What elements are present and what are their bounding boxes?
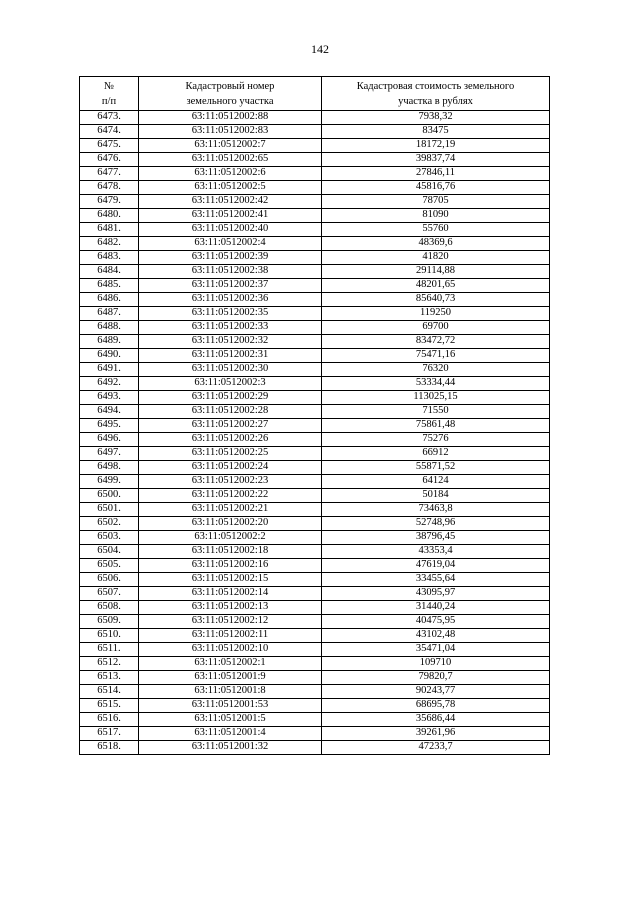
header-number-line2: п/п (101, 95, 117, 107)
table-row (80, 545, 550, 559)
table-row (80, 321, 550, 335)
cadastral-number-cell: 63:11:0512002:29 (139, 391, 322, 405)
table-row (80, 741, 550, 755)
cadastral-value-cell: 53334,44 (322, 377, 550, 391)
cadastral-number-cell: 63:11:0512002:16 (139, 559, 322, 573)
cadastral-number-cell: 63:11:0512002:35 (139, 307, 322, 321)
row-number-cell: 6479. (80, 195, 139, 209)
row-number-cell: 6512. (80, 657, 139, 671)
row-number-cell: 6481. (80, 223, 139, 237)
table-row (80, 405, 550, 419)
cadastral-value-cell: 27846,11 (322, 167, 550, 181)
cadastral-value-cell: 90243,77 (322, 685, 550, 699)
cadastral-number-cell: 63:11:0512002:7 (139, 139, 322, 153)
cadastral-number-cell: 63:11:0512002:3 (139, 377, 322, 391)
cadastral-number-cell: 63:11:0512002:30 (139, 363, 322, 377)
row-number-cell: 6511. (80, 643, 139, 657)
cadastral-value-cell: 85640,73 (322, 293, 550, 307)
cadastral-number-cell: 63:11:0512002:20 (139, 517, 322, 531)
row-number-cell: 6485. (80, 279, 139, 293)
cadastral-number-cell: 63:11:0512002:5 (139, 181, 322, 195)
table-row (80, 657, 550, 671)
table-row (80, 503, 550, 517)
table-row (80, 363, 550, 377)
row-number-cell: 6488. (80, 321, 139, 335)
row-number-cell: 6505. (80, 559, 139, 573)
row-number-cell: 6477. (80, 167, 139, 181)
cadastral-number-cell: 63:11:0512002:31 (139, 349, 322, 363)
row-number-cell: 6482. (80, 237, 139, 251)
cadastral-number-cell: 63:11:0512001:53 (139, 699, 322, 713)
cadastral-value-cell: 52748,96 (322, 517, 550, 531)
table-body (80, 111, 550, 755)
cadastral-value-cell: 55760 (322, 223, 550, 237)
table-row (80, 153, 550, 167)
table-row (80, 279, 550, 293)
table-row (80, 489, 550, 503)
cadastral-number-cell: 63:11:0512002:24 (139, 461, 322, 475)
cadastral-number-cell: 63:11:0512002:37 (139, 279, 322, 293)
cadastral-number-cell: 63:11:0512002:36 (139, 293, 322, 307)
cadastral-value-cell: 43102,48 (322, 629, 550, 643)
row-number-cell: 6508. (80, 601, 139, 615)
cadastral-value-cell: 119250 (322, 307, 550, 321)
table-row (80, 335, 550, 349)
cadastral-number-cell: 63:11:0512001:5 (139, 713, 322, 727)
table-row (80, 531, 550, 545)
table-row (80, 699, 550, 713)
row-number-cell: 6487. (80, 307, 139, 321)
cadastral-value-cell: 35686,44 (322, 713, 550, 727)
row-number-cell: 6478. (80, 181, 139, 195)
table-row (80, 727, 550, 741)
header-number-line1: № (103, 80, 115, 92)
header-row (80, 77, 550, 111)
row-number-cell: 6473. (80, 111, 139, 125)
cadastral-number-cell: 63:11:0512002:42 (139, 195, 322, 209)
cadastral-value-cell: 64124 (322, 475, 550, 489)
table-row (80, 517, 550, 531)
header-cadastral-value-line1: Кадастровая стоимость земельного (356, 80, 515, 92)
cadastral-number-cell: 63:11:0512002:12 (139, 615, 322, 629)
cadastral-number-cell: 63:11:0512002:23 (139, 475, 322, 489)
cadastral-number-cell: 63:11:0512002:83 (139, 125, 322, 139)
table-row (80, 195, 550, 209)
row-number-cell: 6486. (80, 293, 139, 307)
cadastral-number-cell: 63:11:0512002:40 (139, 223, 322, 237)
table-row (80, 209, 550, 223)
cadastral-value-cell: 47233,7 (322, 741, 550, 755)
cadastral-number-cell: 63:11:0512002:25 (139, 447, 322, 461)
cadastral-value-cell: 35471,04 (322, 643, 550, 657)
cadastral-value-cell: 29114,88 (322, 265, 550, 279)
cadastral-value-cell: 47619,04 (322, 559, 550, 573)
cadastral-number-cell: 63:11:0512002:13 (139, 601, 322, 615)
cadastral-value-cell: 83472,72 (322, 335, 550, 349)
row-number-cell: 6510. (80, 629, 139, 643)
cadastral-number-cell: 63:11:0512002:21 (139, 503, 322, 517)
cadastral-number-cell: 63:11:0512002:14 (139, 587, 322, 601)
row-number-cell: 6492. (80, 377, 139, 391)
cadastral-number-cell: 63:11:0512002:39 (139, 251, 322, 265)
table-row (80, 629, 550, 643)
cadastral-number-cell: 63:11:0512002:22 (139, 489, 322, 503)
cadastral-number-cell: 63:11:0512002:26 (139, 433, 322, 447)
header-cadastral-number-line1: Кадастровый номер (185, 80, 275, 92)
cadastral-number-cell: 63:11:0512002:15 (139, 573, 322, 587)
row-number-cell: 6475. (80, 139, 139, 153)
row-number-cell: 6507. (80, 587, 139, 601)
table-row (80, 307, 550, 321)
row-number-cell: 6494. (80, 405, 139, 419)
row-number-cell: 6489. (80, 335, 139, 349)
row-number-cell: 6504. (80, 545, 139, 559)
cadastral-number-cell: 63:11:0512002:88 (139, 111, 322, 125)
row-number-cell: 6515. (80, 699, 139, 713)
cadastral-number-cell: 63:11:0512001:4 (139, 727, 322, 741)
table-row (80, 181, 550, 195)
table-row (80, 251, 550, 265)
table-row (80, 447, 550, 461)
cadastral-value-cell: 43353,4 (322, 545, 550, 559)
cadastral-value-cell: 75276 (322, 433, 550, 447)
row-number-cell: 6502. (80, 517, 139, 531)
cadastral-value-cell: 7938,32 (322, 111, 550, 125)
row-number-cell: 6501. (80, 503, 139, 517)
cadastral-value-cell: 55871,52 (322, 461, 550, 475)
cadastral-number-cell: 63:11:0512002:6 (139, 167, 322, 181)
cadastral-value-cell: 39837,74 (322, 153, 550, 167)
cadastral-value-cell: 18172,19 (322, 139, 550, 153)
row-number-cell: 6493. (80, 391, 139, 405)
table-row (80, 475, 550, 489)
table-row (80, 419, 550, 433)
cadastral-value-cell: 109710 (322, 657, 550, 671)
table-row (80, 433, 550, 447)
table-row (80, 139, 550, 153)
cadastral-value-cell: 83475 (322, 125, 550, 139)
cadastral-number-cell: 63:11:0512001:8 (139, 685, 322, 699)
cadastral-number-cell: 63:11:0512002:28 (139, 405, 322, 419)
cadastral-value-cell: 73463,8 (322, 503, 550, 517)
cadastral-value-cell: 79820,7 (322, 671, 550, 685)
row-number-cell: 6497. (80, 447, 139, 461)
cadastral-value-cell: 78705 (322, 195, 550, 209)
table-row (80, 377, 550, 391)
cadastral-number-cell: 63:11:0512002:32 (139, 335, 322, 349)
table-row (80, 615, 550, 629)
cadastral-value-cell: 75471,16 (322, 349, 550, 363)
table-row (80, 125, 550, 139)
row-number-cell: 6513. (80, 671, 139, 685)
cadastral-value-cell: 41820 (322, 251, 550, 265)
cadastral-number-cell: 63:11:0512002:4 (139, 237, 322, 251)
row-number-cell: 6474. (80, 125, 139, 139)
row-number-cell: 6499. (80, 475, 139, 489)
table-row (80, 293, 550, 307)
table-row (80, 237, 550, 251)
header-cadastral-number-line2: земельного участка (186, 95, 274, 107)
cadastral-value-cell: 81090 (322, 209, 550, 223)
header-cadastral-number (139, 77, 322, 111)
cadastral-value-cell: 75861,48 (322, 419, 550, 433)
table-row (80, 587, 550, 601)
table-row (80, 573, 550, 587)
cadastral-value-cell: 113025,15 (322, 391, 550, 405)
row-number-cell: 6491. (80, 363, 139, 377)
cadastral-value-cell: 40475,95 (322, 615, 550, 629)
cadastral-value-cell: 45816,76 (322, 181, 550, 195)
table-row (80, 671, 550, 685)
cadastral-value-cell: 43095,97 (322, 587, 550, 601)
cadastral-value-table (79, 76, 550, 755)
row-number-cell: 6517. (80, 727, 139, 741)
page-number: 142 (311, 42, 329, 56)
row-number-cell: 6506. (80, 573, 139, 587)
row-number-cell: 6483. (80, 251, 139, 265)
cadastral-number-cell: 63:11:0512002:41 (139, 209, 322, 223)
row-number-cell: 6490. (80, 349, 139, 363)
cadastral-number-cell: 63:11:0512002:38 (139, 265, 322, 279)
header-cadastral-value-line2: участка в рублях (398, 95, 473, 107)
cadastral-number-cell: 63:11:0512002:18 (139, 545, 322, 559)
row-number-cell: 6480. (80, 209, 139, 223)
cadastral-number-cell: 63:11:0512001:32 (139, 741, 322, 755)
table-row (80, 685, 550, 699)
cadastral-value-cell: 48201,65 (322, 279, 550, 293)
cadastral-value-cell: 39261,96 (322, 727, 550, 741)
cadastral-number-cell: 63:11:0512002:27 (139, 419, 322, 433)
cadastral-value-cell: 33455,64 (322, 573, 550, 587)
row-number-cell: 6484. (80, 265, 139, 279)
cadastral-value-cell: 69700 (322, 321, 550, 335)
header-number (80, 77, 139, 111)
table-row (80, 391, 550, 405)
cadastral-value-cell: 38796,45 (322, 531, 550, 545)
cadastral-value-cell: 50184 (322, 489, 550, 503)
row-number-cell: 6503. (80, 531, 139, 545)
cadastral-value-cell: 68695,78 (322, 699, 550, 713)
table-row (80, 349, 550, 363)
row-number-cell: 6495. (80, 419, 139, 433)
table-header (80, 77, 550, 111)
table-row (80, 265, 550, 279)
row-number-cell: 6516. (80, 713, 139, 727)
table-row (80, 223, 550, 237)
row-number-cell: 6514. (80, 685, 139, 699)
table-row (80, 167, 550, 181)
cadastral-number-cell: 63:11:0512002:33 (139, 321, 322, 335)
row-number-cell: 6498. (80, 461, 139, 475)
row-number-cell: 6496. (80, 433, 139, 447)
table-row (80, 601, 550, 615)
table-row (80, 461, 550, 475)
table-row (80, 643, 550, 657)
cadastral-value-cell: 76320 (322, 363, 550, 377)
row-number-cell: 6509. (80, 615, 139, 629)
row-number-cell: 6518. (80, 741, 139, 755)
table-row (80, 559, 550, 573)
row-number-cell: 6500. (80, 489, 139, 503)
cadastral-value-cell: 31440,24 (322, 601, 550, 615)
row-number-cell: 6476. (80, 153, 139, 167)
cadastral-number-cell: 63:11:0512001:9 (139, 671, 322, 685)
cadastral-number-cell: 63:11:0512002:10 (139, 643, 322, 657)
cadastral-value-cell: 71550 (322, 405, 550, 419)
header-cadastral-value (322, 77, 550, 111)
cadastral-number-cell: 63:11:0512002:65 (139, 153, 322, 167)
cadastral-value-cell: 66912 (322, 447, 550, 461)
cadastral-value-cell: 48369,6 (322, 237, 550, 251)
cadastral-number-cell: 63:11:0512002:2 (139, 531, 322, 545)
cadastral-number-cell: 63:11:0512002:1 (139, 657, 322, 671)
table-row (80, 713, 550, 727)
table-row (80, 111, 550, 125)
cadastral-number-cell: 63:11:0512002:11 (139, 629, 322, 643)
